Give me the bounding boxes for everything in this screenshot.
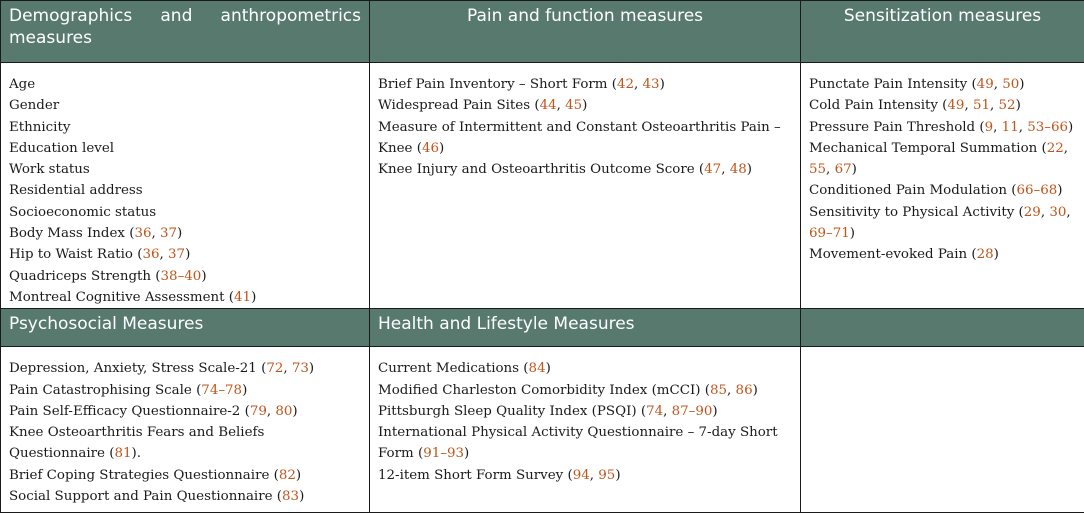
- header-sensitization-text: Sensitization measures: [801, 1, 1084, 31]
- measure-text: ,: [826, 162, 835, 177]
- reference-link[interactable]: 28: [977, 247, 994, 262]
- header-health-lifestyle: [370, 309, 801, 347]
- measure-text: ,: [1064, 141, 1068, 156]
- measure-item: [9, 465, 361, 486]
- reference-link[interactable]: 30: [1049, 205, 1066, 220]
- measure-item: [809, 138, 1076, 181]
- body-row-1: [1, 63, 1084, 309]
- measure-item: [9, 159, 361, 180]
- measure-text: ): [753, 383, 758, 398]
- measure-item: [809, 180, 1076, 201]
- header-row-2: [1, 309, 1084, 347]
- reference-link[interactable]: 51: [973, 98, 990, 113]
- measure-item: [378, 159, 792, 180]
- reference-link[interactable]: 80: [275, 404, 292, 419]
- measure-text: ): [296, 468, 301, 483]
- measure-item: [9, 74, 361, 95]
- measure-item: [378, 74, 792, 95]
- measure-item: [9, 138, 361, 159]
- measure-item: [378, 380, 792, 401]
- reference-link[interactable]: 69–71: [809, 226, 850, 241]
- measure-text: Modified Charleston Comorbidity Index (mCCI) (: [378, 383, 710, 398]
- measure-item: [9, 223, 361, 244]
- measure-text: ): [660, 77, 665, 92]
- measure-item: [9, 95, 361, 116]
- measure-text: Knee Injury and Osteoarthritis Outcome Score (: [378, 162, 704, 177]
- measure-text: ): [994, 247, 999, 262]
- reference-link[interactable]: 42: [617, 77, 634, 92]
- measure-text: Depression, Anxiety, Stress Scale-21 (: [9, 361, 266, 376]
- reference-link[interactable]: 79: [250, 404, 267, 419]
- measure-text: Quadriceps Strength (: [9, 269, 161, 284]
- measure-text: ,: [283, 361, 292, 376]
- measure-text: Movement-evoked Pain (: [809, 247, 977, 262]
- reference-link[interactable]: 87–90: [672, 404, 713, 419]
- header-demographics: [1, 1, 370, 63]
- measure-text: Brief Pain Inventory – Short Form (: [378, 77, 617, 92]
- measure-item: [809, 117, 1076, 138]
- measure-text: ,: [160, 247, 169, 262]
- reference-link[interactable]: 66–68: [1017, 183, 1058, 198]
- header-health-lifestyle-text: Health and Lifestyle Measures: [370, 309, 800, 339]
- measure-text: ): [1068, 120, 1073, 135]
- measure-item: [9, 358, 361, 379]
- measure-text: ): [242, 383, 247, 398]
- cell-pain-function: [370, 63, 801, 309]
- cell-demographics: [1, 63, 370, 309]
- measure-text: ,: [1019, 120, 1028, 135]
- reference-link[interactable]: 46: [422, 141, 439, 156]
- reference-link[interactable]: 37: [168, 247, 185, 262]
- measure-item: [9, 422, 361, 465]
- reference-link[interactable]: 74: [646, 404, 663, 419]
- list-pain-function: [378, 74, 792, 180]
- measure-text: Social Support and Pain Questionnaire (: [9, 489, 282, 504]
- reference-link[interactable]: 73: [292, 361, 309, 376]
- measure-item: [809, 74, 1076, 95]
- reference-link[interactable]: 41: [234, 290, 251, 305]
- measure-text: ,: [557, 98, 566, 113]
- measure-text: ,: [151, 226, 160, 241]
- measure-text: ,: [993, 120, 1002, 135]
- reference-link[interactable]: 45: [565, 98, 582, 113]
- header-pain-function: [370, 1, 801, 63]
- measure-text: Pittsburgh Sleep Quality Index (PSQI) (: [378, 404, 646, 419]
- measure-text: Current Medications (: [378, 361, 529, 376]
- measure-item: [378, 422, 792, 465]
- reference-link[interactable]: 85: [710, 383, 727, 398]
- measure-text: ): [747, 162, 752, 177]
- measure-text: ): [850, 226, 855, 241]
- measure-text: ,: [590, 468, 599, 483]
- reference-link[interactable]: 95: [598, 468, 615, 483]
- reference-link[interactable]: 82: [279, 468, 296, 483]
- measure-text: Montreal Cognitive Assessment (: [9, 290, 234, 305]
- measure-text: Knee Osteoarthritis Fears and Beliefs Questionnaire (: [9, 425, 264, 461]
- measure-item: [809, 95, 1076, 116]
- body-row-2: [1, 347, 1084, 513]
- measure-text: ,: [1066, 205, 1070, 220]
- measure-item: [378, 465, 792, 486]
- measure-text: Gender: [9, 98, 59, 113]
- measure-text: ): [712, 404, 717, 419]
- reference-link[interactable]: 74–78: [201, 383, 242, 398]
- measure-text: ): [309, 361, 314, 376]
- reference-link[interactable]: 50: [1002, 77, 1019, 92]
- measure-text: International Physical Activity Questionnaire – 7-day Short Form (: [378, 425, 778, 461]
- measure-text: ,: [964, 98, 973, 113]
- reference-link[interactable]: 9: [985, 120, 994, 135]
- measure-text: Residential address: [9, 183, 143, 198]
- reference-link[interactable]: 22: [1047, 141, 1064, 156]
- measure-text: ,: [267, 404, 276, 419]
- measure-item: [378, 95, 792, 116]
- reference-link[interactable]: 91–93: [423, 446, 464, 461]
- measure-text: Cold Pain Intensity (: [809, 98, 947, 113]
- measure-text: ,: [994, 77, 1003, 92]
- measure-text: ).: [132, 446, 141, 461]
- header-pain-function-text: Pain and function measures: [370, 1, 800, 31]
- measure-text: ): [185, 247, 190, 262]
- measure-text: ,: [634, 77, 643, 92]
- measure-text: Mechanical Temporal Summation (: [809, 141, 1047, 156]
- reference-link[interactable]: 86: [736, 383, 753, 398]
- measure-text: Pain Catastrophising Scale (: [9, 383, 201, 398]
- measure-text: ): [201, 269, 206, 284]
- measure-text: ): [1019, 77, 1024, 92]
- measure-text: ): [299, 489, 304, 504]
- measure-item: [809, 202, 1076, 245]
- reference-link[interactable]: 47: [704, 162, 721, 177]
- measure-text: Age: [9, 77, 35, 92]
- reference-link[interactable]: 83: [282, 489, 299, 504]
- measure-text: ): [292, 404, 297, 419]
- measure-text: ): [464, 446, 469, 461]
- header-empty-text: [801, 309, 1084, 317]
- reference-link[interactable]: 81: [114, 446, 131, 461]
- reference-link[interactable]: 55: [809, 162, 826, 177]
- measure-text: Sensitivity to Physical Activity (: [809, 205, 1024, 220]
- cell-sensitization: [801, 63, 1084, 309]
- header-row-1: [1, 1, 1084, 63]
- reference-link[interactable]: 52: [999, 98, 1016, 113]
- reference-link[interactable]: 43: [643, 77, 660, 92]
- reference-link[interactable]: 37: [160, 226, 177, 241]
- measure-item: [809, 244, 1076, 265]
- header-demographics-text: Demographics and anthropometrics measures: [1, 1, 369, 53]
- measure-item: [378, 358, 792, 379]
- measure-item: [9, 117, 361, 138]
- reference-link[interactable]: 48: [730, 162, 747, 177]
- reference-link[interactable]: 94: [573, 468, 590, 483]
- measure-text: ,: [1041, 205, 1050, 220]
- measure-text: ,: [990, 98, 999, 113]
- measure-item: [9, 202, 361, 223]
- measure-text: ): [1016, 98, 1021, 113]
- measure-item: [378, 401, 792, 422]
- reference-link[interactable]: 49: [977, 77, 994, 92]
- cell-empty: [801, 347, 1084, 513]
- measure-text: Work status: [9, 162, 90, 177]
- reference-link[interactable]: 36: [142, 247, 159, 262]
- reference-link[interactable]: 36: [134, 226, 151, 241]
- header-sensitization: [801, 1, 1084, 63]
- header-psychosocial: [1, 309, 370, 347]
- measure-item: [9, 486, 361, 507]
- measure-text: ): [439, 141, 444, 156]
- header-psychosocial-text: Psychosocial Measures: [1, 309, 369, 339]
- measure-text: Pressure Pain Threshold (: [809, 120, 985, 135]
- measure-item: [378, 117, 792, 160]
- cell-psychosocial: [1, 347, 370, 513]
- measure-item: [9, 180, 361, 201]
- measure-item: [9, 401, 361, 422]
- reference-link[interactable]: 49: [947, 98, 964, 113]
- header-empty: [801, 309, 1084, 347]
- measure-text: ): [177, 226, 182, 241]
- measure-text: Education level: [9, 141, 114, 156]
- reference-link[interactable]: 84: [529, 361, 546, 376]
- measure-text: Hip to Waist Ratio (: [9, 247, 142, 262]
- measure-text: Pain Self-Efficacy Questionnaire-2 (: [9, 404, 250, 419]
- cell-health-lifestyle: [370, 347, 801, 513]
- list-health-lifestyle: [378, 358, 792, 486]
- measure-text: Punctate Pain Intensity (: [809, 77, 977, 92]
- measure-text: Brief Coping Strategies Questionnaire (: [9, 468, 279, 483]
- reference-link[interactable]: 53–66: [1027, 120, 1068, 135]
- reference-link[interactable]: 38–40: [161, 269, 202, 284]
- measure-text: ,: [727, 383, 736, 398]
- measure-item: [9, 380, 361, 401]
- measure-text: Ethnicity: [9, 120, 70, 135]
- measure-text: ): [582, 98, 587, 113]
- measure-text: ): [852, 162, 857, 177]
- measure-text: Measure of Intermittent and Constant Osteoarthritis Pain – Knee (: [378, 120, 781, 156]
- reference-link[interactable]: 11: [1002, 120, 1019, 135]
- measure-text: ): [1057, 183, 1062, 198]
- measure-text: ): [546, 361, 551, 376]
- measure-text: ): [251, 290, 256, 305]
- measure-item: [9, 287, 361, 308]
- reference-link[interactable]: 67: [835, 162, 852, 177]
- list-demographics: [9, 74, 361, 308]
- measure-text: Socioeconomic status: [9, 205, 156, 220]
- measure-item: [9, 244, 361, 265]
- reference-link[interactable]: 44: [540, 98, 557, 113]
- measure-text: ,: [663, 404, 672, 419]
- reference-link[interactable]: 29: [1024, 205, 1041, 220]
- measure-text: Widespread Pain Sites (: [378, 98, 540, 113]
- measure-text: ): [615, 468, 620, 483]
- measure-text: Body Mass Index (: [9, 226, 134, 241]
- measure-text: 12-item Short Form Survey (: [378, 468, 573, 483]
- reference-link[interactable]: 72: [266, 361, 283, 376]
- list-psychosocial: [9, 358, 361, 507]
- list-sensitization: [809, 74, 1076, 266]
- measure-text: ,: [721, 162, 730, 177]
- measure-item: [9, 266, 361, 287]
- measure-text: Conditioned Pain Modulation (: [809, 183, 1017, 198]
